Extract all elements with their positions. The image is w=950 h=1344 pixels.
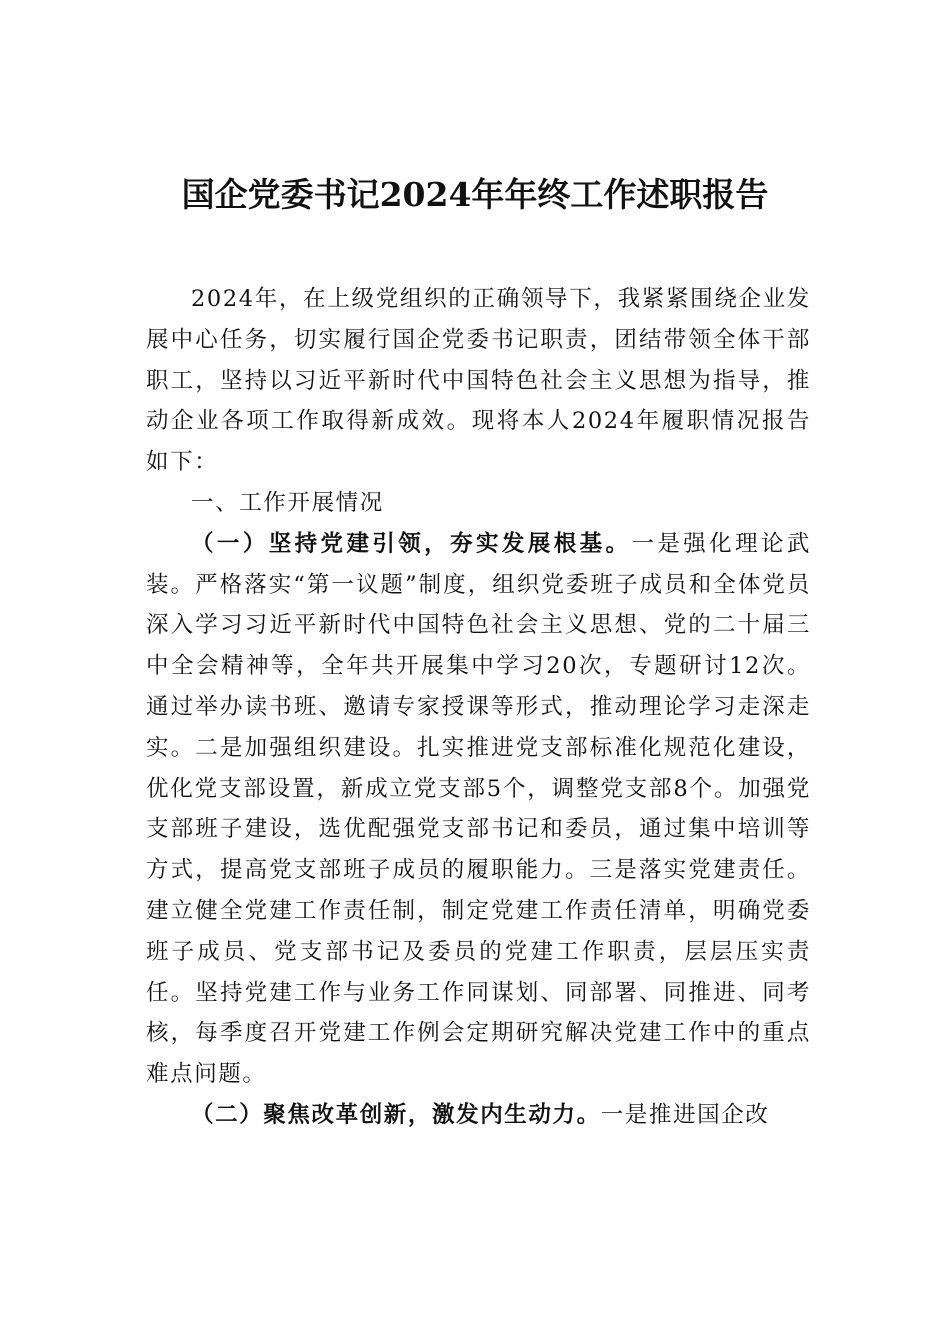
- item-1-lead: （一）坚持党建引领，夯实发展根基。: [191, 530, 632, 557]
- item-1-paragraph: [146, 524, 811, 1095]
- document-title: 国企党委书记2024年年终工作述职报告: [181, 175, 769, 214]
- document-body: [146, 279, 811, 1136]
- section-heading: 一、工作开展情况: [191, 489, 384, 516]
- item-1-body: 一是强化理论武装。严格落实“第一议题”制度，组织党委班子成员和全体党员深入学习习近平新时代中国特色社会主义思想、党的二十届三中全会精神等，全年共开展集中学习20次，专题研讨12次。通过举办读书班、邀请专家授课等形式，推动理论学习走深走实。二是加强组织建设。扎实推进党支部标准化规范化建设，优化党支部设置，新成立党支部5个，调整党支部8个。加强党支部班子建设，选优配强党支部书记和委员，通过集中培训等方式，提高党支部班子成员的履职能力。三是落实党建责任。建立健全党建工作责任制，制定党建工作责任清单，明确党委班子成员、党支部书记及委员的党建工作职责，层层压实责任。坚持党建工作与业务工作同谋划、同部署、同推进、同考核，每季度召开党建工作例会定期研究解决党建工作中的重点难点问题。: [146, 530, 812, 1088]
- item-2-body: 一是推进国企改: [600, 1101, 770, 1128]
- item-2-lead: （二）聚焦改革创新，激发内生动力。: [191, 1101, 601, 1128]
- intro-paragraph: 2024年，在上级党组织的正确领导下，我紧紧围绕企业发展中心任务，切实履行国企党委书记职责，团结带领全体干部职工，坚持以习近平新时代中国特色社会主义思想为指导，推动企业各项工作取得新成效。现将本人2024年履职情况报告如下：: [146, 286, 811, 476]
- item-2-paragraph: [146, 1095, 811, 1136]
